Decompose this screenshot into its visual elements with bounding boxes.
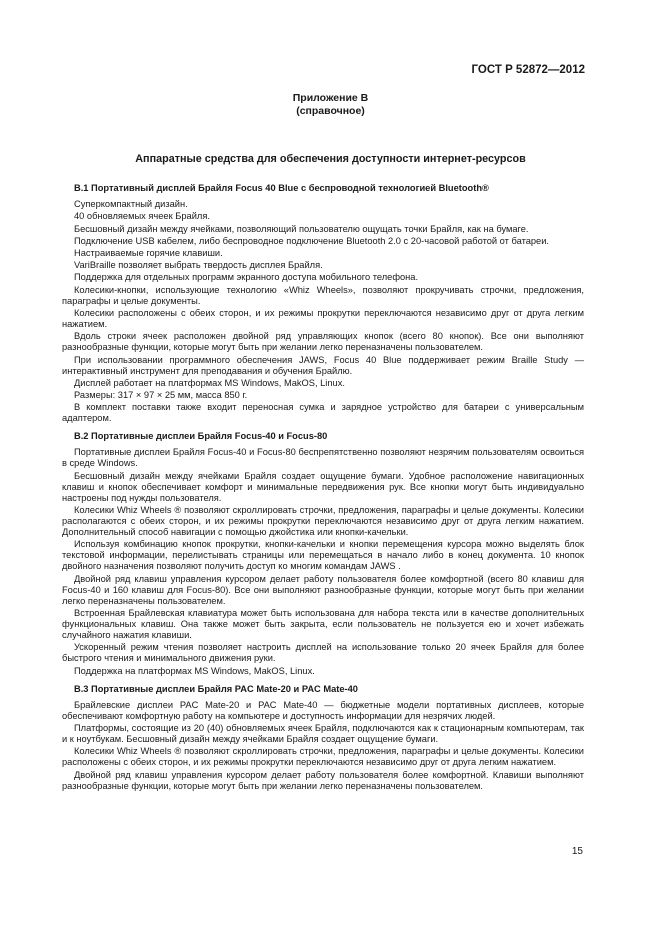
- paragraph: При использовании программного обеспечения JAWS, Focus 40 Blue поддерживает режим Braille Study — интерактивный инструмент для преподавания и обучения Брайлю.: [62, 354, 584, 376]
- paragraph: Поддержка на платформах MS Windows, MakOS, Linux.: [74, 665, 315, 676]
- paragraph: Колесики расположены с обеих сторон, и их режимы прокрутки переключаются независимо друг от друга легким нажатием.: [62, 307, 584, 330]
- section-heading: В.3 Портативные дисплеи Брайля PAC Mate-20 и PAC Mate-40: [74, 683, 358, 694]
- paragraph: 40 обновляемых ячеек Брайля.: [74, 211, 210, 222]
- paragraph: Поддержка для отдельных программ экранного доступа мобильного телефона.: [74, 272, 419, 283]
- paragraph: Колесики-кнопки, использующие технологию «Whiz Wheels», позволяют прокручивать строчки, предложения, параграфы и целые документы.: [62, 284, 584, 306]
- paragraph: Двойной ряд клавиш управления курсором делает работу пользователя более комфортной (всего 80 клавиш для Focus-40 и 160 клавиш для Focus-80). Все они выполняют разнообразные функции, которые могут быть при желании легко переназначены пользователем.: [62, 573, 584, 606]
- annex-type: (справочное): [296, 105, 365, 117]
- paragraph: Вдоль строки ячеек расположен двойной ряд управляющих кнопок (всего 80 кнопок). Все они выполняют разнообразные функции, которые могут быть при желании легко переназначены пользователем.: [62, 331, 584, 353]
- paragraph: Брайлевские дисплеи PAC Mate-20 и PAC Mate-40 — бюджетные модели портативных дисплеев, которые обеспечивают комфортную работу на компьютере и доступность информации для незрячих людей.: [62, 699, 584, 721]
- paragraph: Размеры: 317 × 97 × 25 мм, масса 850 г.: [74, 390, 248, 401]
- paragraph: Используя комбинацию кнопок прокрутки, кнопки-качельки и кнопки перемещения курсора можно выделять блок текстовой информации, перелистывать страницы или перемещаться в начало либо в конец документа. 10 кнопок двойного назначения позволяют получить доступ ко многим командам JAWS .: [62, 539, 584, 572]
- paragraph: В комплект поставки также входит переносная сумка и зарядное устройство для батареи с универсальным адаптером.: [62, 402, 584, 424]
- paragraph: VariBraille позволяет выбрать твердость дисплея Брайля.: [74, 260, 323, 271]
- paragraph: Подключение USB кабелем, либо беспроводное подключение Bluetooth 2.0 с 20-часовой работой от батареи.: [74, 235, 550, 246]
- page-number: 15: [571, 846, 583, 857]
- annex-title: Приложение В: [292, 92, 369, 104]
- document-title: Аппаратные средства для обеспечения доступности интернет-ресурсов: [135, 153, 526, 165]
- section-heading: В.1 Портативный дисплей Брайля Focus 40 Blue с беспроводной технологией Bluetooth®: [74, 183, 489, 193]
- paragraph: Настраиваемые горячие клавиши.: [74, 247, 223, 258]
- paragraph: Платформы, состоящие из 20 (40) обновляемых ячеек Брайля, подключаются как к стационарным компьютерам, так и к ноутбукам. Бесшовный дизайн между ячейками Брайля создает ощущение бумаги.: [62, 723, 584, 745]
- paragraph: Двойной ряд клавиш управления курсором делает работу пользователя более комфортной. Клавиши выполняют разнообразные функции, которые могут быть при желании легко переназначены пользователем.: [62, 769, 584, 791]
- standard-number: ГОСТ Р 52872—2012: [471, 64, 585, 76]
- paragraph: Суперкомпактный дизайн.: [74, 199, 188, 210]
- document-body: [62, 183, 584, 793]
- paragraph: Дисплей работает на платформах MS Windows, MakOS, Linux.: [74, 377, 345, 388]
- section-heading: В.2 Портативные дисплеи Брайля Focus-40 и Focus-80: [74, 431, 328, 442]
- paragraph: Портативные дисплеи Брайля Focus-40 и Focus-80 беспрепятственно позволяют незрячим пользователям освоиться в среде Windows.: [62, 447, 584, 469]
- paragraph: Колесики Whiz Wheels ® позволяют скроллировать строчки, предложения, параграфы и целые документы. Колесики располагаются с обеих сторон, и их режимы прокрутки переключаются независимо друг от друга легким нажатием. Дополнительный способ навигации с помощью джойстика или кнопки-качельки.: [62, 505, 584, 538]
- paragraph: Бесшовный дизайн между ячейками Брайля создает ощущение бумаги. Удобное расположение навигационных клавиш и кнопок обеспечивает комфорт и минимальные передвижения рук. Все кнопки могут быть индивидуально настроены под нужды пользователя.: [62, 470, 584, 503]
- paragraph: Колесики Whiz Wheels ® позволяют скроллировать строчки, предложения, параграфы и целые документы. Колесики расположены с обеих сторон, и их режимы прокрутки переключаются независимо друг от друга легким нажатием.: [62, 746, 584, 768]
- paragraph: Встроенная Брайлевская клавиатура может быть использована для набора текста или в качестве дополнительных функциональных клавиш. Она также может быть закрыта, если пользователь не пользуется ею и хочет избежать случайного нажатия клавиши.: [62, 608, 584, 641]
- paragraph: Ускоренный режим чтения позволяет настроить дисплей на использование только 20 ячеек Брайля для более быстрого чтения и минимального движения руки.: [62, 642, 584, 664]
- paragraph: Бесшовный дизайн между ячейками, позволяющий пользователю ощущать точки Брайля, как на бумаге.: [74, 223, 529, 234]
- annex-header: [0, 92, 661, 118]
